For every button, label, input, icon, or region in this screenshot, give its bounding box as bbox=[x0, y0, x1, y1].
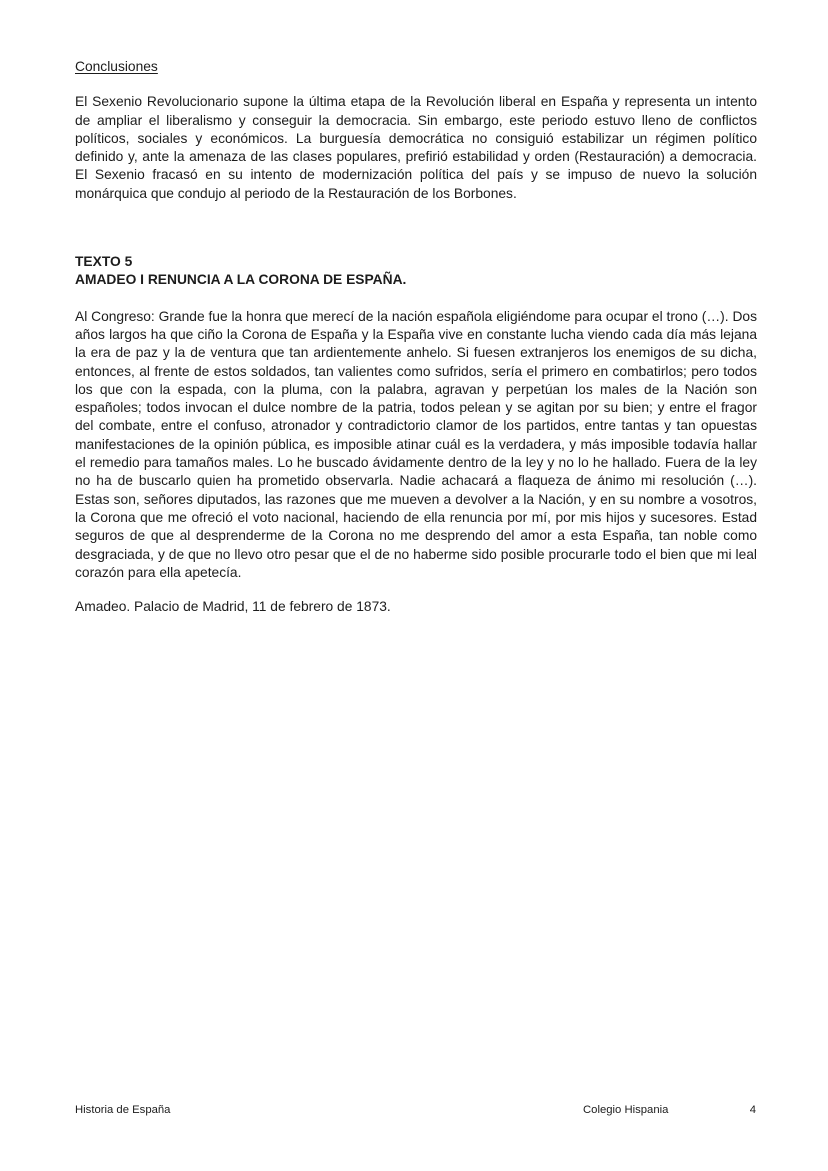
page-footer bbox=[75, 1103, 757, 1118]
footer-course-title: Historia de España bbox=[75, 1104, 171, 1116]
texto5-label: TEXTO 5 bbox=[75, 254, 133, 270]
conclusions-paragraph: El Sexenio Revolucionario supone la última etapa de la Revolución liberal en España y representa un intento de ampliar el liberalismo y conseguir la democracia. Sin embargo, este periodo estuvo lleno de conflictos políticos, sociales y económicos. La burguesía democrática no consiguió estabilizar un régimen político definido y, ante la amenaza de las clases populares, prefirió estabilidad y orden (Restauración) a democracia. El Sexenio fracasó en su intento de modernización política del país y se impuso de nuevo la solución monárquica que condujo al periodo de la Restauración de los Borbones. bbox=[75, 94, 757, 201]
signature-line: Amadeo. Palacio de Madrid, 11 de febrero de 1873. bbox=[75, 599, 391, 615]
texto5-title: AMADEO I RENUNCIA A LA CORONA DE ESPAÑA. bbox=[75, 272, 407, 288]
conclusions-heading: Conclusiones bbox=[75, 59, 158, 74]
document-content bbox=[75, 58, 757, 616]
texto5-body-paragraph: Al Congreso: Grande fue la honra que merecí de la nación española eligiéndome para ocupar el trono (…). Dos años largos ha que ciño la Corona de España y la España vive en constante lucha viendo cada día más lejana la era de paz y la de ventura que tan ardientemente anhelo. Si fuesen extranjeros los enemigos de su dicha, entonces, al frente de estos soldados, tan valientes como sufridos, sería el primero en combatirlos; pero todos los que con la espada, con la pluma, con la palabra, agravan y perpetúan los males de la Nación son españoles; todos invocan el dulce nombre de la patria, todos pelean y se agitan por su bien; y entre el fragor del combate, entre el confuso, atronador y contradictorio clamor de los partidos, entre tantas y tan opuestas manifestaciones de la opinión pública, es imposible atinar cuál es la verdadera, y más imposible todavía hallar el remedio para tamaños males. Lo he buscado ávidamente dentro de la ley y no lo he hallado. Fuera de la ley no ha de buscarlo quien ha prometido observarla. Nadie achacará a flaqueza de ánimo mi resolución (…). Estas son, señores diputados, las razones que me mueven a devolver a la Nación, y en su nombre a vosotros, la Corona que me ofreció el voto nacional, haciendo de ella renuncia por mí, por mis hijos y sucesores. Estad seguros de que al desprenderme de la Corona no me desprendo del amor a esta España, tan noble como desgraciada, y de que no llevo otro pesar que el de no haberme sido posible procurarle todo el bien que mi leal corazón para ella apetecía. bbox=[75, 308, 757, 580]
texto5-heading-block bbox=[75, 253, 757, 290]
footer-school-name: Colegio Hispania bbox=[583, 1104, 669, 1116]
footer-page-number: 4 bbox=[749, 1104, 756, 1116]
